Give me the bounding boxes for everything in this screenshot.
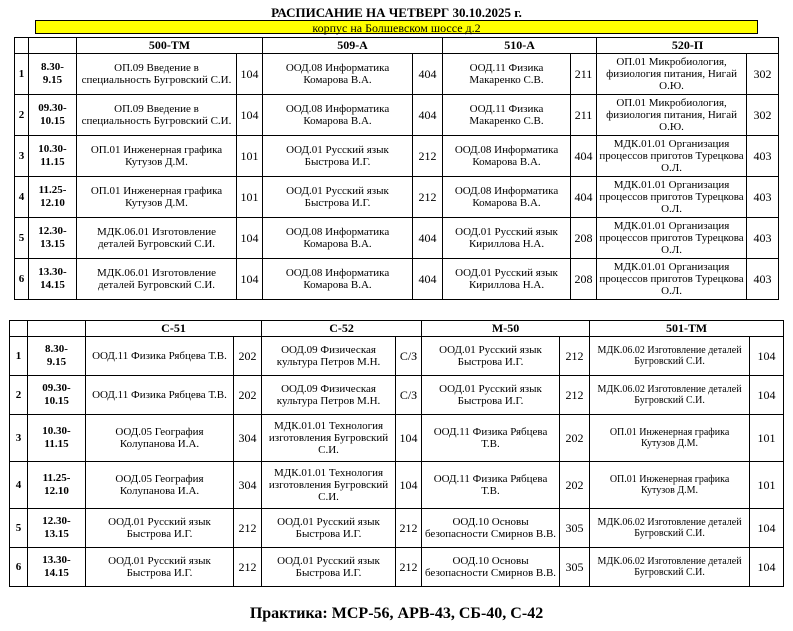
subject-cell: ООД.05 География Колупанова И.А. bbox=[86, 415, 234, 462]
subject-cell: ООД.01 Русский язык Быстрова И.Г. bbox=[86, 509, 234, 548]
subject-cell: МДК.06.02 Изготовление деталей Бугровский С.И. bbox=[590, 548, 750, 587]
subject-cell: МДК.01.01 Организация процессов приготов Турецкова О.Л. bbox=[597, 136, 747, 177]
lesson-number: 1 bbox=[15, 54, 29, 95]
practice-note: Практика: МСР-56, АРВ-43, СБ-40, С-42 bbox=[249, 605, 544, 622]
schedule-table-2 bbox=[9, 320, 784, 587]
lesson-number: 2 bbox=[10, 376, 28, 415]
room-cell: 304 bbox=[234, 415, 262, 462]
table-row bbox=[10, 548, 784, 587]
building-address: корпус на Болшевском шоссе д.2 bbox=[35, 20, 758, 34]
room-cell: 104 bbox=[750, 548, 784, 587]
group-header: С-51 bbox=[86, 321, 262, 337]
table-row bbox=[10, 415, 784, 462]
table-row bbox=[15, 136, 779, 177]
subject-cell: МДК.06.01 Изготовление деталей Бугровский С.И. bbox=[77, 218, 237, 259]
group-header: 520-П bbox=[597, 38, 779, 54]
subject-cell: МДК.06.02 Изготовление деталей Бугровский С.И. bbox=[590, 376, 750, 415]
room-cell: 202 bbox=[234, 376, 262, 415]
subject-cell: ООД.10 Основы безопасности Смирнов В.В. bbox=[422, 509, 560, 548]
room-cell: 202 bbox=[234, 337, 262, 376]
subject-cell: ООД.09 Физическая культура Петров М.Н. bbox=[262, 376, 396, 415]
subject-cell: ООД.01 Русский язык Быстрова И.Г. bbox=[422, 376, 560, 415]
room-cell: 211 bbox=[571, 95, 597, 136]
room-cell: 404 bbox=[413, 54, 443, 95]
table-row bbox=[10, 462, 784, 509]
room-cell: 212 bbox=[413, 177, 443, 218]
subject-cell: МДК.01.01 Технология изготовления Бугровский С.И. bbox=[262, 415, 396, 462]
room-cell: 212 bbox=[413, 136, 443, 177]
subject-cell: ОП.01 Инженерная графика Кутузов Д.М. bbox=[590, 462, 750, 509]
subject-cell: ООД.09 Физическая культура Петров М.Н. bbox=[262, 337, 396, 376]
subject-cell: МДК.01.01 Организация процессов приготов Турецкова О.Л. bbox=[597, 177, 747, 218]
lesson-number: 3 bbox=[15, 136, 29, 177]
schedule-table-1 bbox=[14, 37, 779, 300]
subject-cell: ООД.08 Информатика Комарова В.А. bbox=[443, 136, 571, 177]
room-cell: 104 bbox=[750, 337, 784, 376]
subject-cell: ООД.08 Информатика Комарова В.А. bbox=[263, 218, 413, 259]
subject-cell: ООД.01 Русский язык Быстрова И.Г. bbox=[422, 337, 560, 376]
room-cell: 302 bbox=[747, 95, 779, 136]
room-cell: 211 bbox=[571, 54, 597, 95]
lesson-number: 4 bbox=[10, 462, 28, 509]
table-row bbox=[15, 54, 779, 95]
room-cell: 404 bbox=[571, 136, 597, 177]
subject-cell: МДК.01.01 Организация процессов приготов Турецкова О.Л. bbox=[597, 218, 747, 259]
subject-cell: ОП.09 Введение в специальность Бугровский С.И. bbox=[77, 95, 237, 136]
room-cell: 202 bbox=[560, 415, 590, 462]
lesson-time: 12.30- 13.15 bbox=[29, 218, 77, 259]
lesson-time: 12.30- 13.15 bbox=[28, 509, 86, 548]
lesson-time: 11.25- 12.10 bbox=[28, 462, 86, 509]
page-title: РАСПИСАНИЕ НА ЧЕТВЕРГ 30.10.2025 г. bbox=[271, 5, 522, 20]
lesson-time: 8.30- 9.15 bbox=[28, 337, 86, 376]
room-cell: 404 bbox=[413, 218, 443, 259]
room-cell: 104 bbox=[237, 218, 263, 259]
room-cell: 302 bbox=[747, 54, 779, 95]
lesson-time: 10.30- 11.15 bbox=[28, 415, 86, 462]
lesson-time: 8.30- 9.15 bbox=[29, 54, 77, 95]
room-cell: 104 bbox=[237, 54, 263, 95]
subject-cell: ООД.11 Физика Рябцева Т.В. bbox=[422, 462, 560, 509]
room-cell: 403 bbox=[747, 259, 779, 300]
subject-cell: МДК.01.01 Технология изготовления Бугровский С.И. bbox=[262, 462, 396, 509]
room-cell: 212 bbox=[396, 509, 422, 548]
room-cell: 212 bbox=[396, 548, 422, 587]
room-cell: С/З bbox=[396, 376, 422, 415]
lesson-time: 13.30- 14.15 bbox=[28, 548, 86, 587]
room-cell: 101 bbox=[237, 136, 263, 177]
subject-cell: ООД.08 Информатика Комарова В.А. bbox=[263, 54, 413, 95]
room-cell: 208 bbox=[571, 259, 597, 300]
room-cell: 101 bbox=[750, 462, 784, 509]
subject-cell: МДК.01.01 Организация процессов приготов Турецкова О.Л. bbox=[597, 259, 747, 300]
room-cell: 202 bbox=[560, 462, 590, 509]
room-cell: 305 bbox=[560, 548, 590, 587]
room-cell: 104 bbox=[396, 415, 422, 462]
lesson-number: 1 bbox=[10, 337, 28, 376]
subject-cell: ООД.01 Русский язык Быстрова И.Г. bbox=[262, 509, 396, 548]
subject-cell: ООД.10 Основы безопасности Смирнов В.В. bbox=[422, 548, 560, 587]
room-cell: 101 bbox=[237, 177, 263, 218]
subject-cell: ООД.01 Русский язык Быстрова И.Г. bbox=[262, 548, 396, 587]
lesson-time: 13.30- 14.15 bbox=[29, 259, 77, 300]
room-cell: 404 bbox=[571, 177, 597, 218]
group-header: М-50 bbox=[422, 321, 590, 337]
subject-cell: ООД.08 Информатика Комарова В.А. bbox=[263, 259, 413, 300]
room-cell: 404 bbox=[413, 95, 443, 136]
lesson-number: 6 bbox=[10, 548, 28, 587]
group-header: 510-А bbox=[443, 38, 597, 54]
table-row bbox=[15, 177, 779, 218]
subject-cell: ОП.01 Микробиология, физиология питания, Нигай О.Ю. bbox=[597, 54, 747, 95]
room-cell: 208 bbox=[571, 218, 597, 259]
group-header: 509-А bbox=[263, 38, 443, 54]
lesson-number: 4 bbox=[15, 177, 29, 218]
table-row bbox=[10, 337, 784, 376]
subject-cell: ООД.01 Русский язык Быстрова И.Г. bbox=[263, 177, 413, 218]
table-row bbox=[15, 95, 779, 136]
subject-cell: ОП.01 Инженерная графика Кутузов Д.М. bbox=[590, 415, 750, 462]
lesson-number: 6 bbox=[15, 259, 29, 300]
table-row bbox=[10, 509, 784, 548]
room-cell: 104 bbox=[237, 95, 263, 136]
table-row bbox=[15, 259, 779, 300]
subject-cell: МДК.06.01 Изготовление деталей Бугровский С.И. bbox=[77, 259, 237, 300]
room-cell: 404 bbox=[413, 259, 443, 300]
room-cell: 403 bbox=[747, 218, 779, 259]
room-cell: 304 bbox=[234, 462, 262, 509]
subject-cell: МДК.06.02 Изготовление деталей Бугровский С.И. bbox=[590, 337, 750, 376]
table-row bbox=[10, 376, 784, 415]
subject-cell: ООД.05 География Колупанова И.А. bbox=[86, 462, 234, 509]
lesson-number: 5 bbox=[10, 509, 28, 548]
room-cell: 403 bbox=[747, 177, 779, 218]
room-cell: 403 bbox=[747, 136, 779, 177]
subject-cell: ООД.08 Информатика Комарова В.А. bbox=[443, 177, 571, 218]
lesson-time: 11.25- 12.10 bbox=[29, 177, 77, 218]
room-cell: 104 bbox=[237, 259, 263, 300]
room-cell: 104 bbox=[396, 462, 422, 509]
room-cell: 212 bbox=[560, 337, 590, 376]
room-cell: 212 bbox=[234, 548, 262, 587]
subject-cell: ООД.01 Русский язык Быстрова И.Г. bbox=[263, 136, 413, 177]
room-cell: 212 bbox=[560, 376, 590, 415]
room-cell: 212 bbox=[234, 509, 262, 548]
room-cell: С/З bbox=[396, 337, 422, 376]
subject-cell: ООД.01 Русский язык Кириллова Н.А. bbox=[443, 218, 571, 259]
subject-cell: ОП.09 Введение в специальность Бугровский С.И. bbox=[77, 54, 237, 95]
room-cell: 104 bbox=[750, 376, 784, 415]
lesson-time: 09.30- 10.15 bbox=[28, 376, 86, 415]
group-header: С-52 bbox=[262, 321, 422, 337]
subject-cell: ООД.11 Физика Макаренко С.В. bbox=[443, 95, 571, 136]
room-cell: 305 bbox=[560, 509, 590, 548]
subject-cell: МДК.06.02 Изготовление деталей Бугровский С.И. bbox=[590, 509, 750, 548]
subject-cell: ООД.01 Русский язык Быстрова И.Г. bbox=[86, 548, 234, 587]
lesson-number: 5 bbox=[15, 218, 29, 259]
subject-cell: ООД.08 Информатика Комарова В.А. bbox=[263, 95, 413, 136]
subject-cell: ООД.11 Физика Рябцева Т.В. bbox=[422, 415, 560, 462]
subject-cell: ООД.11 Физика Рябцева Т.В. bbox=[86, 337, 234, 376]
group-header: 500-ТМ bbox=[77, 38, 263, 54]
lesson-number: 2 bbox=[15, 95, 29, 136]
subject-cell: ОП.01 Инженерная графика Кутузов Д.М. bbox=[77, 136, 237, 177]
subject-cell: ООД.11 Физика Макаренко С.В. bbox=[443, 54, 571, 95]
lesson-number: 3 bbox=[10, 415, 28, 462]
subject-cell: ООД.11 Физика Рябцева Т.В. bbox=[86, 376, 234, 415]
room-cell: 104 bbox=[750, 509, 784, 548]
lesson-time: 09.30- 10.15 bbox=[29, 95, 77, 136]
subject-cell: ОП.01 Инженерная графика Кутузов Д.М. bbox=[77, 177, 237, 218]
group-header: 501-ТМ bbox=[590, 321, 784, 337]
subject-cell: ООД.01 Русский язык Кириллова Н.А. bbox=[443, 259, 571, 300]
lesson-time: 10.30- 11.15 bbox=[29, 136, 77, 177]
room-cell: 101 bbox=[750, 415, 784, 462]
table-row bbox=[15, 218, 779, 259]
subject-cell: ОП.01 Микробиология, физиология питания, Нигай О.Ю. bbox=[597, 95, 747, 136]
